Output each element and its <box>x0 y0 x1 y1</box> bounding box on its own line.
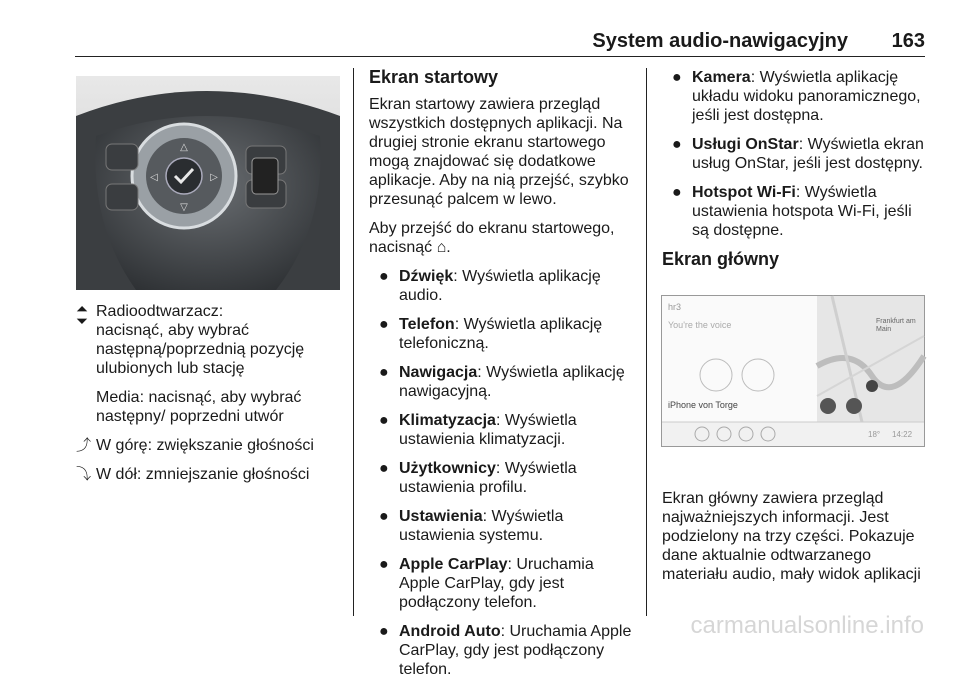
item-description: : Wyświetla ustawienia klimatyzacji. <box>399 412 577 448</box>
item-description: : Wyświetla ekran usług OnStar, jeśli jest dostępny. <box>692 136 924 172</box>
list-item <box>662 68 928 125</box>
bullet-icon: ● <box>379 508 389 525</box>
item-term: Kamera <box>692 69 751 86</box>
app-list-continued <box>662 68 928 240</box>
svg-text:▷: ▷ <box>210 172 218 183</box>
list-item <box>369 507 637 545</box>
list-item <box>369 555 637 612</box>
item-term: Klimatyzacja <box>399 412 496 429</box>
item-term: Nawigacja <box>399 364 478 381</box>
start-screen-intro: Ekran startowy zawiera przegląd wszystkich dostępnych aplikacji. Na drugiej stronie ekranu startowego mogą znajdować się dodatkowe aplikacje. Aby na nią przejść, szybko przesunąć palcem w lewo. <box>369 96 629 208</box>
list-item <box>369 411 637 449</box>
svg-text:▽: ▽ <box>180 202 188 213</box>
item-term: Użytkownicy <box>399 460 496 477</box>
bullet-icon: ● <box>379 412 389 429</box>
item-term: Hotspot Wi-Fi <box>692 184 796 201</box>
list-item <box>369 363 637 401</box>
screen-time: 14:22 <box>892 430 913 439</box>
watermark: carmanualsonline.info <box>690 612 924 639</box>
column-divider-2 <box>646 68 647 616</box>
screen-phone-name: iPhone von Torge <box>668 400 738 410</box>
bullet-icon: ● <box>672 69 682 86</box>
item-term: Apple CarPlay <box>399 556 508 573</box>
steering-wheel-photo <box>76 76 340 290</box>
main-screen-text: Ekran główny zawiera przegląd najważniejszych informacji. Jest podzielony na trzy części. Pokazuje dane aktualnie odtwarzanego materiału audio, mały widok aplikacji <box>662 490 921 583</box>
page-number: 163 <box>891 30 925 52</box>
item-term: Telefon <box>399 316 455 333</box>
screen-slogan: You're the voice <box>668 320 732 330</box>
item-term: Ustawienia <box>399 508 483 525</box>
list-item <box>662 183 928 240</box>
main-screen-heading: Ekran główny <box>662 249 780 269</box>
up-down-arrow-icon: ⏶ ⏷ <box>76 301 89 330</box>
volume-down-icon: ⤵ <box>76 466 92 483</box>
item-description: : Uruchamia Apple CarPlay, gdy jest podłączony telefon. <box>399 556 594 611</box>
bullet-icon: ● <box>379 623 389 640</box>
item-term: Android Auto <box>399 623 501 640</box>
screen-city: Frankfurt am Main <box>876 318 916 333</box>
start-screen-heading: Ekran startowy <box>369 67 499 87</box>
item-description: : Wyświetla ustawienia hotspota Wi-Fi, jeśli są dostępne. <box>692 184 912 239</box>
steering-wheel-illustration <box>76 76 340 290</box>
column-divider-1 <box>353 68 354 616</box>
bullet-icon: ● <box>379 268 389 285</box>
header-divider <box>75 56 925 57</box>
list-item <box>369 267 637 305</box>
left-column <box>76 302 344 484</box>
main-screen-illustration <box>661 295 925 447</box>
volume-up-text: W górę: zwiększanie głośności <box>96 437 314 454</box>
middle-column <box>369 68 637 689</box>
bullet-icon: ● <box>672 184 682 201</box>
svg-text:◁: ◁ <box>150 172 158 183</box>
item-description: : Wyświetla aplikację układu widoku panoramicznego, jeśli jest dostępna. <box>692 69 921 124</box>
list-item <box>369 459 637 497</box>
bullet-icon: ● <box>379 556 389 573</box>
svg-text:△: △ <box>180 142 188 153</box>
main-screen-description <box>662 489 928 594</box>
bullet-icon: ● <box>672 136 682 153</box>
home-icon: ⌂ <box>436 239 447 256</box>
bullet-icon: ● <box>379 316 389 333</box>
item-description: : Wyświetla ustawienia systemu. <box>399 508 564 544</box>
start-screen-home-instruction: Aby przejść do ekranu startowego, nacisnąć ⌂. <box>369 220 615 256</box>
screen-station: hr3 <box>668 302 682 312</box>
volume-down-text: W dół: zmniejszanie głośności <box>96 466 310 483</box>
radio-text: nacisnąć, aby wybrać następną/poprzednią pozycję ulubionych lub stację <box>96 322 305 377</box>
item-term: Dźwięk <box>399 268 454 285</box>
app-list <box>369 267 637 679</box>
bullet-icon: ● <box>379 460 389 477</box>
screen-temperature: 18° <box>868 430 881 439</box>
item-description: : Wyświetla aplikację nawigacyjną. <box>399 364 625 400</box>
volume-up-icon: ⤴ <box>76 437 92 454</box>
section-title: System audio-nawigacyjny <box>592 30 848 52</box>
page-header <box>0 0 960 60</box>
item-description: : Wyświetla ustawienia profilu. <box>399 460 577 496</box>
list-item <box>662 135 928 173</box>
media-text: Media: nacisnąć, aby wybrać następny/ poprzedni utwór <box>96 389 302 425</box>
radio-label: Radioodtwarzacz: <box>96 303 224 320</box>
right-column <box>662 68 928 277</box>
list-item <box>369 315 637 353</box>
item-description: : Uruchamia Apple CarPlay, gdy jest podłączony telefon. <box>399 623 632 678</box>
list-item <box>369 622 637 679</box>
item-description: : Wyświetla aplikację audio. <box>399 268 601 304</box>
bullet-icon: ● <box>379 364 389 381</box>
item-term: Usługi OnStar <box>692 136 799 153</box>
item-description: : Wyświetla aplikację telefoniczną. <box>399 316 603 352</box>
